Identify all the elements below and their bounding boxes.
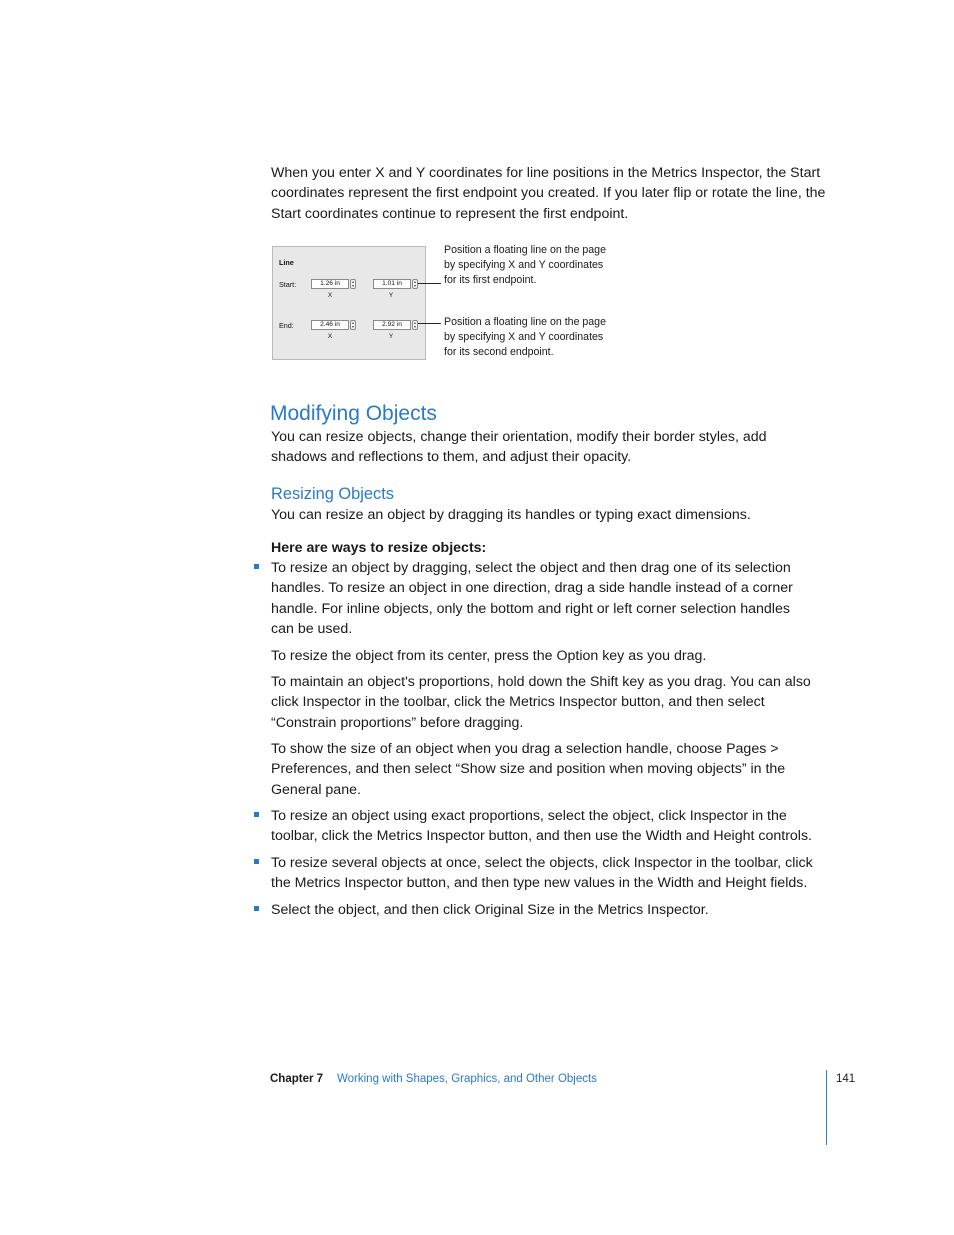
callout-start	[444, 243, 644, 288]
page-number: 141	[836, 1073, 856, 1085]
callout-end	[444, 315, 644, 360]
callout-end-line-1: Position a floating line on the page	[444, 316, 606, 328]
end-x-field[interactable]: 2.46 in	[311, 320, 349, 330]
callout-start-line-1: Position a floating line on the page	[444, 244, 606, 256]
callout-line-end	[418, 323, 441, 324]
bullet-item-2: To resize an object using exact proportions, select the object, click Inspector in the toolbar, click the Metrics Inspector button, and then use the Width and Height controls.	[271, 808, 812, 845]
bullet-marker-1	[254, 564, 259, 569]
intro-paragraph: When you enter X and Y coordinates for line positions in the Metrics Inspector, the Start coordinates represent the first endpoint you created. If you later flip or rotate the line, the Start coordinates continue to represent the first endpoint.	[271, 165, 826, 222]
callout-line-start	[418, 283, 441, 284]
subsection-intro: You can resize an object by dragging its handles or typing exact dimensions.	[271, 507, 751, 523]
end-y-stepper[interactable]	[412, 320, 418, 330]
end-x-axis-label: X	[327, 333, 333, 340]
start-label: Start:	[279, 280, 297, 289]
end-y-field[interactable]: 2.92 in	[373, 320, 411, 330]
callout-end-line-2: by specifying X and Y coordinates	[444, 331, 604, 343]
bullet-marker-3	[254, 859, 259, 864]
bullet-item-1-para-2: To resize the object from its center, press the Option key as you drag.	[271, 648, 707, 664]
bullet-marker-4	[254, 906, 259, 911]
callout-start-line-2: by specifying X and Y coordinates	[444, 259, 604, 271]
callout-start-line-3: for its first endpoint.	[444, 274, 537, 286]
start-x-axis-label: X	[327, 292, 333, 299]
line-metrics-panel	[272, 246, 426, 360]
section-heading: Modifying Objects	[270, 402, 437, 425]
footer-chapter-title: Working with Shapes, Graphics, and Other Objects	[337, 1073, 597, 1085]
start-y-axis-label: Y	[388, 292, 394, 299]
bullet-item-1-para-4: To show the size of an object when you drag a selection handle, choose Pages > Preferences, and then select “Show size and position when moving objects” in the General pane.	[271, 741, 786, 798]
ways-heading: Here are ways to resize objects:	[271, 540, 487, 556]
bullet-marker-2	[254, 812, 259, 817]
start-x-stepper[interactable]	[350, 279, 356, 289]
bullet-item-4: Select the object, and then click Original Size in the Metrics Inspector.	[271, 902, 709, 918]
section-intro: You can resize objects, change their orientation, modify their border styles, add shadows and reflections to them, and adjust their opacity.	[271, 429, 767, 466]
subsection-heading: Resizing Objects	[271, 485, 394, 503]
callout-end-line-3: for its second endpoint.	[444, 346, 554, 358]
footer-divider	[826, 1070, 827, 1145]
bullet-item-1: To resize an object by dragging, select the object and then drag one of its selection handles. To resize an object in one direction, drag a side handle instead of a corner handle. For inline objects, only the bottom and right or left corner selection handles can be used.	[271, 560, 793, 638]
start-y-stepper[interactable]	[412, 279, 418, 289]
start-y-field[interactable]: 1.01 in	[373, 279, 411, 289]
start-x-field[interactable]: 1.26 in	[311, 279, 349, 289]
footer-chapter: Chapter 7	[270, 1073, 324, 1085]
end-x-stepper[interactable]	[350, 320, 356, 330]
bullet-item-3: To resize several objects at once, select the objects, click Inspector in the toolbar, click the Metrics Inspector button, and then type new values in the Width and Height fields.	[271, 855, 813, 892]
bullet-item-1-para-3: To maintain an object's proportions, hold down the Shift key as you drag. You can also click Inspector in the toolbar, click the Metrics Inspector button, and then select “Constrain proportions” before dragging.	[271, 674, 811, 731]
end-y-axis-label: Y	[388, 333, 394, 340]
end-label: End:	[279, 321, 294, 330]
panel-heading: Line	[279, 258, 294, 267]
